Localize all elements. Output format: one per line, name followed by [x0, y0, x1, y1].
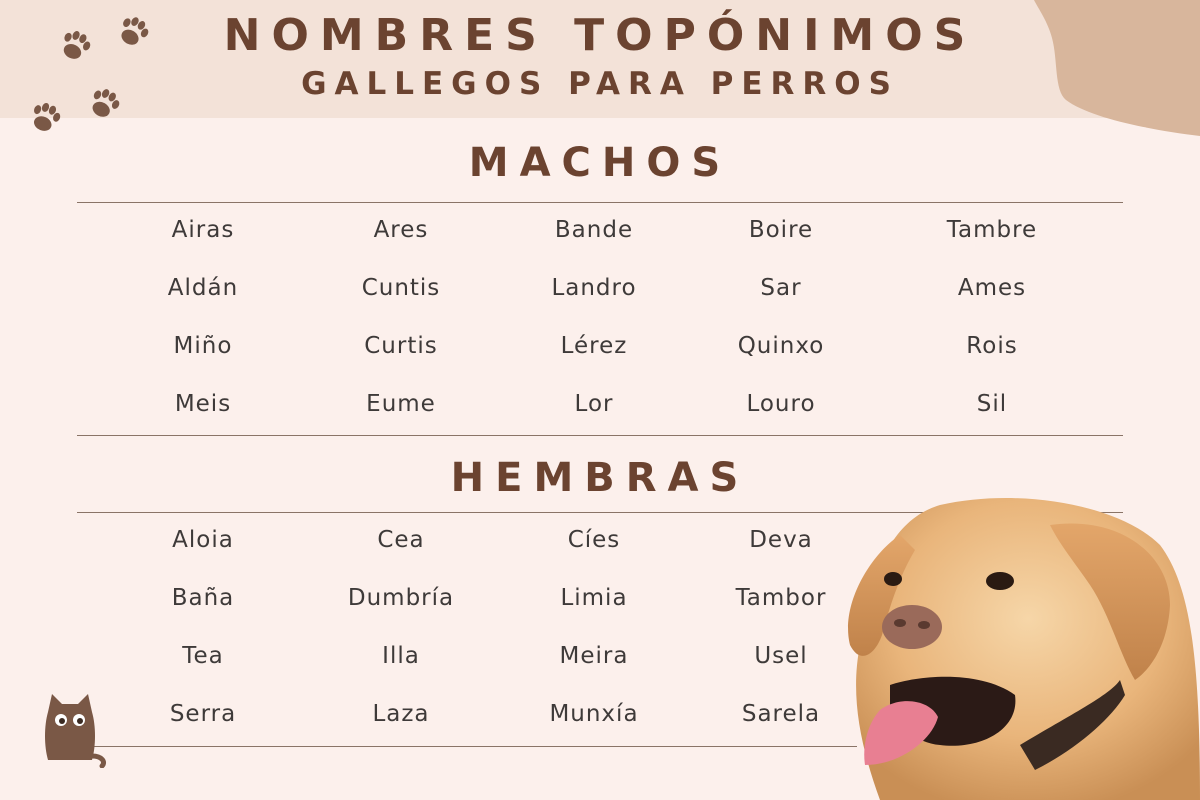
cat-icon — [40, 690, 110, 768]
name-item: Miño — [173, 333, 233, 359]
name-item: Louro — [746, 391, 816, 417]
page-title: NOMBRES TOPÓNIMOS — [223, 10, 977, 61]
name-item: Bande — [554, 217, 634, 243]
name-item: Tambre — [946, 217, 1038, 243]
name-item: Ares — [373, 217, 429, 243]
name-item: Boire — [748, 217, 814, 243]
divider — [77, 435, 1123, 436]
name-item: Rois — [966, 333, 1018, 359]
name-item: Ames — [957, 275, 1027, 301]
name-item: Baña — [171, 585, 235, 611]
name-item: Eume — [366, 391, 436, 417]
name-item: Cea — [377, 527, 425, 553]
divider — [77, 746, 857, 747]
divider — [77, 202, 1123, 203]
name-item: Tambor — [735, 585, 827, 611]
name-item: Curtis — [364, 333, 438, 359]
paw-print-icon — [28, 99, 64, 135]
section-heading-hembras: HEMBRAS — [450, 455, 750, 501]
name-item: Aldán — [167, 275, 239, 301]
name-item: Serra — [169, 701, 237, 727]
name-item: Illa — [382, 643, 420, 669]
name-item: Airas — [171, 217, 235, 243]
name-item: Meira — [559, 643, 629, 669]
name-item: Lor — [574, 391, 614, 417]
name-item: Munxía — [549, 701, 639, 727]
name-item: Sil — [976, 391, 1008, 417]
name-item: Meis — [174, 391, 232, 417]
section-heading-machos: MACHOS — [468, 140, 732, 186]
page-subtitle: GALLEGOS PARA PERROS — [301, 66, 899, 102]
name-item: Sar — [760, 275, 802, 301]
name-item: Dumbría — [347, 585, 455, 611]
name-item: Limia — [560, 585, 628, 611]
name-item: Laza — [372, 701, 430, 727]
name-item: Sarela — [741, 701, 821, 727]
name-item: Lérez — [560, 333, 628, 359]
name-item: Deva — [749, 527, 813, 553]
name-item: Aloia — [172, 527, 234, 553]
name-item: Landro — [551, 275, 637, 301]
name-item: Cuntis — [361, 275, 441, 301]
name-item: Tea — [182, 643, 224, 669]
name-item: Usel — [754, 643, 808, 669]
name-item: Cíes — [567, 527, 621, 553]
name-item: Quinxo — [737, 333, 825, 359]
dog-photo — [820, 495, 1200, 800]
